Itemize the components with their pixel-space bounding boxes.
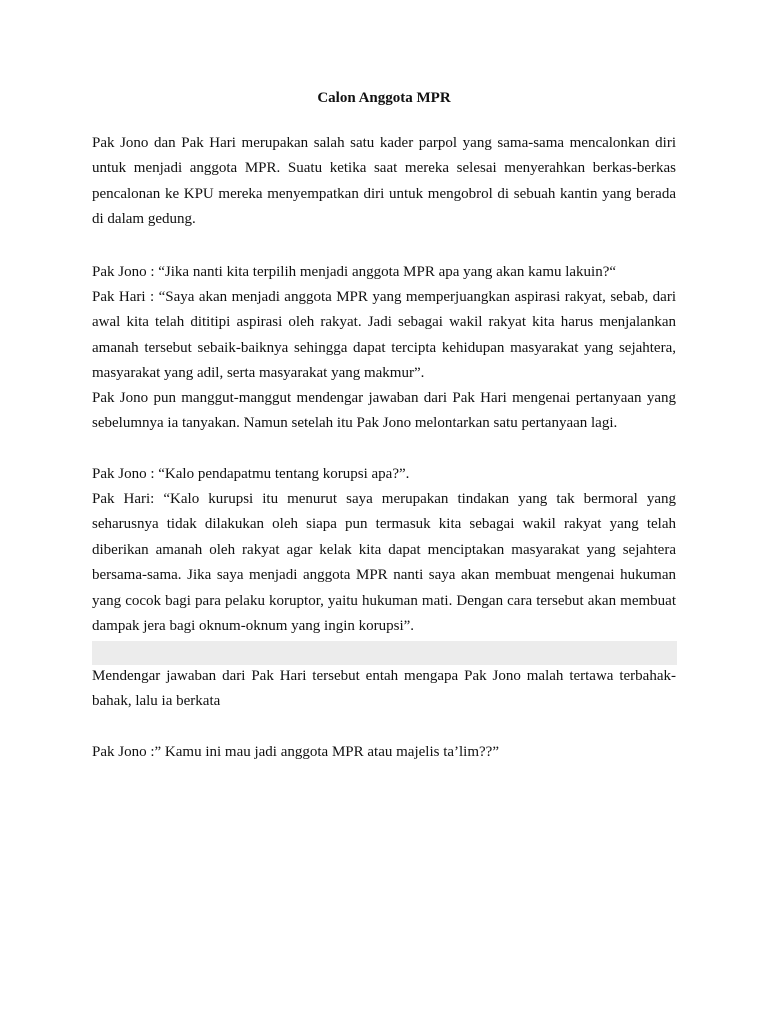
paragraph-jono-question-2: Pak Jono : “Kalo pendapatmu tentang korupsi apa?”. bbox=[92, 466, 410, 482]
highlight-band bbox=[92, 641, 677, 665]
paragraph-narration-2: Mendengar jawaban dari Pak Hari tersebut entah mengapa Pak Jono malah tertawa terbahak-bahak, lalu ia berkata bbox=[92, 668, 676, 710]
paragraph-hari-answer-1: Pak Hari : “Saya akan menjadi anggota MPR yang memperjuangkan aspirasi rakyat, sebab, dari awal kita telah dititipi aspirasi oleh rakyat. Jadi sebagai wakil rakyat kita harus menjalankan amanah tersebut sebaik-baiknya sehingga dapat tercipta kehidupan masyarakat yang sejahtera, masyarakat yang adil, serta masyarakat yang makmur”. bbox=[92, 289, 676, 382]
paragraph-narration-1: Pak Jono pun manggut-manggut mendengar jawaban dari Pak Hari mengenai pertanyaan yang sebelumnya ia tanyakan. Namun setelah itu Pak Jono melontarkan satu pertanyaan lagi. bbox=[92, 390, 676, 432]
paragraph-intro: Pak Jono dan Pak Hari merupakan salah satu kader parpol yang sama-sama mencalonkan diri untuk menjadi anggota MPR. Suatu ketika saat mereka selesai menyerahkan berkas-berkas pencalonan ke KPU mereka menyempatkan diri untuk mengobrol di sebuah kantin yang berada di dalam gedung. bbox=[92, 135, 676, 228]
document-title: Calon Anggota MPR bbox=[317, 90, 451, 106]
paragraph-jono-closing: Pak Jono :” Kamu ini mau jadi anggota MPR atau majelis ta’lim??” bbox=[92, 744, 499, 760]
paragraph-jono-question-1: Pak Jono : “Jika nanti kita terpilih menjadi anggota MPR apa yang akan kamu lakuin?“ bbox=[92, 264, 617, 280]
paragraph-hari-answer-2: Pak Hari: “Kalo kurupsi itu menurut saya merupakan tindakan yang tak bermoral yang seharusnya tidak dilakukan oleh siapa pun termasuk kita sebagai wakil rakyat yang telah diberikan amanah oleh rakyat agar kelak kita dapat menciptakan masyarakat yang sejahtera bersama-sama. Jika saya menjadi anggota MPR nanti saya akan membuat mengenai hukuman yang cocok bagi para pelaku koruptor, yaitu hukuman mati. Dengan cara tersebut akan membuat dampak jera bagi oknum-oknum yang ingin korupsi”. bbox=[92, 491, 676, 635]
